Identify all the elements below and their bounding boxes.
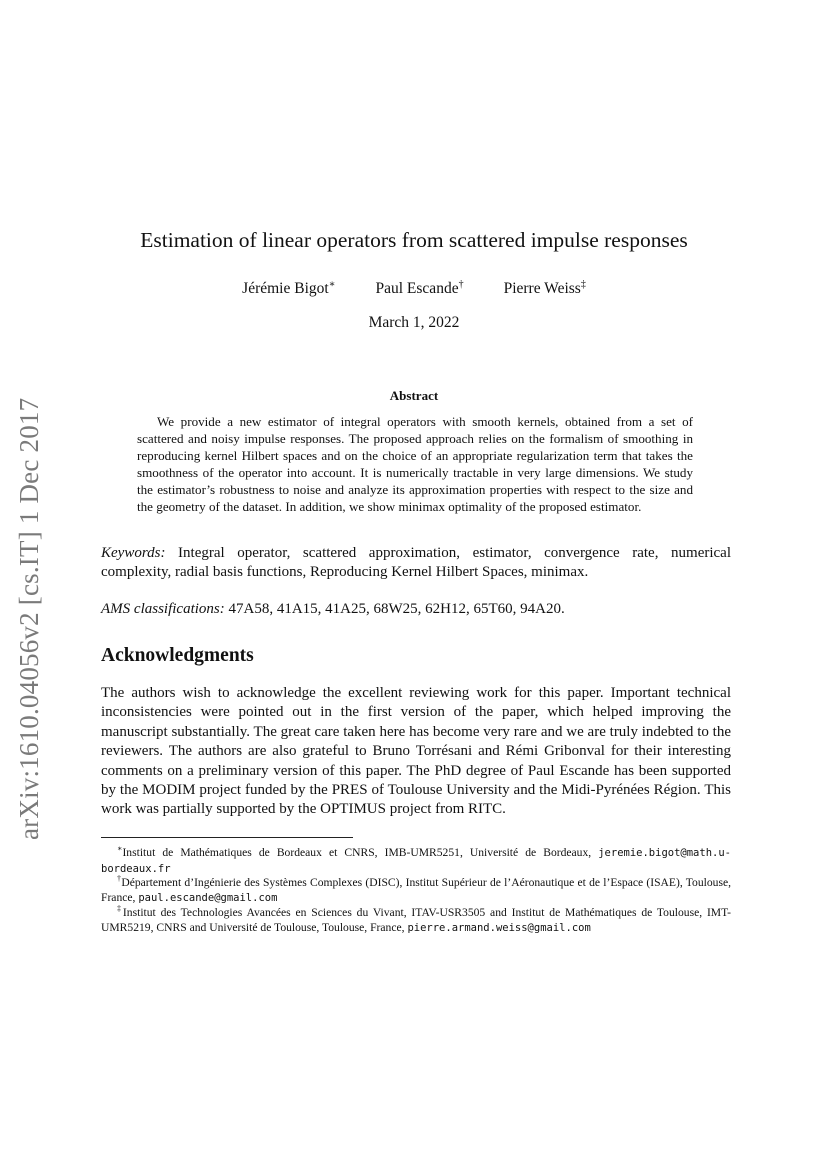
footnote-email: jeremie.bigot@math.u-bordeaux.fr — [101, 846, 731, 876]
ams-text: 47A58, 41A15, 41A25, 68W25, 62H12, 65T60, 94A20. — [228, 601, 565, 617]
author — [376, 279, 464, 298]
author-footnote-mark: ∗ — [328, 279, 336, 290]
footnote-text: Institut de Mathématiques de Bordeaux et CNRS, IMB-UMR5251, Université de Bordeaux, — [122, 845, 599, 859]
footnote-email: paul.escande@gmail.com — [138, 892, 278, 905]
paper-date: March 1, 2022 — [368, 314, 460, 331]
paper-title: Estimation of linear operators from scattered impulse responses — [140, 228, 688, 252]
footnote-mark: ‡ — [117, 904, 123, 913]
abstract-text: We provide a new estimator of integral operators with smooth kernels, obtained from a set of scattered and noisy impulse responses. The proposed approach relies on the formalism of smoothing in reproducing kernel Hilbert spaces and on the choice of an appropriate regularization term that takes the smoothness of the operator into account. It is numerically tractable in very large dimensions. We study the estimator’s robustness to noise and analyze its approximation properties with respect to the size and the geometry of the dataset. In addition, we show minimax optimality of the proposed estimator. — [137, 414, 693, 515]
acknowledgments-text: The authors wish to acknowledge the excellent reviewing work for this paper. Important technical inconsistencies were pointed out in the first version of the paper, which helped improving the manuscript substantially. The great care taken here has become very rare and we are truly indebted to the reviewers. The authors are also grateful to Bruno Torrésani and Rémi Gribonval for their interesting comments on a preliminary version of this paper. The PhD degree of Paul Escande has been supported by the MODIM project funded by the PRES of Toulouse University and the Midi-Pyrénées Région. This work was partially supported by the OPTIMUS project from RITC. — [101, 685, 731, 818]
footnote — [101, 901, 731, 936]
author — [504, 279, 586, 298]
author-footnote-mark: ‡ — [580, 279, 586, 290]
footnote-divider — [101, 837, 353, 838]
footnote-mark: † — [117, 874, 122, 883]
author-name: Pierre Weiss — [503, 280, 581, 298]
author-list — [0, 279, 828, 298]
acknowledgments-heading: Acknowledgments — [101, 645, 254, 666]
footnote-text: Département d’Ingénierie des Systèmes Complexes (DISC), Institut Supérieur de l’Aéronautique et de l’Espace (ISAE), Toulouse, France, — [101, 875, 732, 905]
keywords — [101, 544, 731, 582]
keywords-text: Integral operator, scattered approximation, estimator, convergence rate, numerical complexity, radial basis functions, Reproducing Kernel Hilbert Spaces, minimax. — [101, 545, 731, 580]
author-name: Jérémie Bigot — [242, 280, 329, 298]
abstract-heading: Abstract — [389, 388, 439, 403]
ams-label: AMS classifications: — [101, 601, 225, 617]
author — [242, 279, 335, 298]
footnote-email: pierre.armand.weiss@gmail.com — [407, 922, 591, 935]
arxiv-identifier: arXiv:1610.04056v2 [cs.IT] 1 Dec 2017 — [14, 397, 44, 840]
footnote-mark: ∗ — [117, 844, 123, 853]
keywords-label: Keywords: — [101, 545, 166, 561]
author-footnote-mark: † — [458, 279, 464, 290]
ams-classifications — [101, 600, 731, 619]
footnote-text: Institut des Technologies Avancées en Sciences du Vivant, ITAV-USR3505 and Institut de Mathématiques de Toulouse, IMT-UMR5219, CNRS and Université de Toulouse, Toulouse, France, — [101, 905, 731, 935]
author-name: Paul Escande — [375, 280, 459, 298]
